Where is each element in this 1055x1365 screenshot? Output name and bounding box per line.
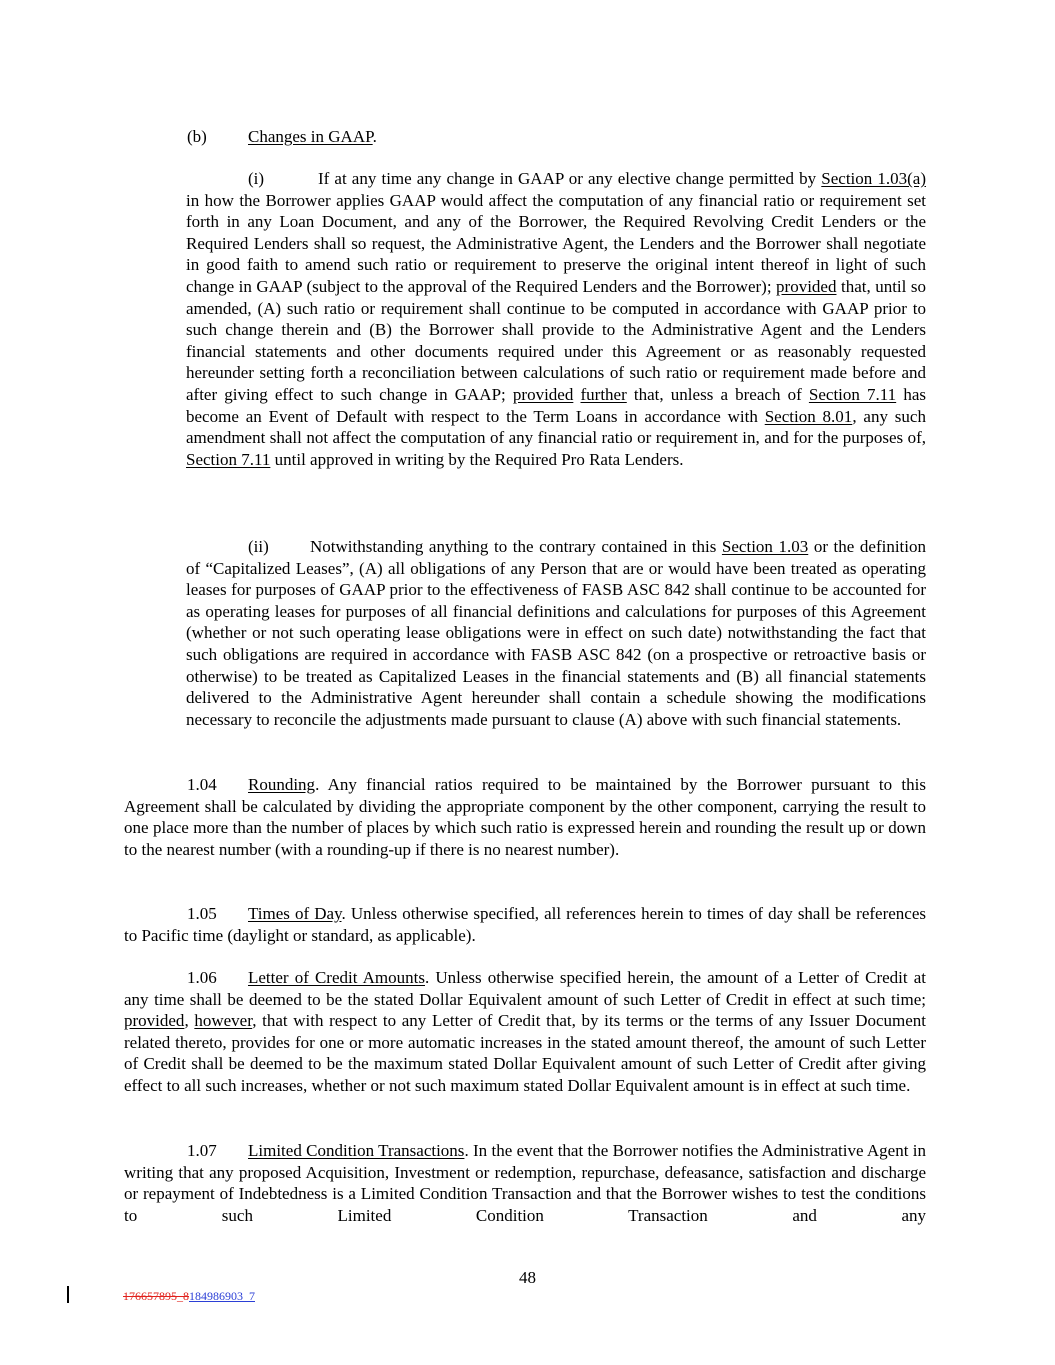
section-reference: Section 7.11 — [186, 449, 271, 469]
section-title: Letter of Credit Amounts — [248, 968, 425, 987]
provided-term: provided — [512, 384, 574, 404]
subsection-heading-b: (b) Changes in GAAP. — [187, 127, 377, 146]
clause-label: (i) — [248, 169, 265, 188]
provided-term: provided — [776, 276, 837, 296]
paragraph-ii: (ii) Notwithstanding anything to the contrary contained in this Section 1.03 or the definition of “Capitalized Leases”, (A) all obligations of any Person that are or would have been treated as operating leases for purposes of GAAP prior to the effectiveness of FASB ASC 842 shall continue to be accounted for as operating leases for purposes of all financial definitions and calculations for purposes of this Agreement (whether or not such operating lease obligations were in effect on such date) notwithstanding the fact that such obligations are required in accordance with FASB ASC 842 (on a prospective or retroactive basis or otherwise) to be treated as Capitalized Leases in the financial statements and (B) all financial statements delivered to the Administrative Agent hereunder shall contain a schedule showing the modifications necessary to reconcile the adjustments made pursuant to clause (A) above with such financial statements. — [186, 537, 927, 729]
document-id-deleted: 176657895_8 — [123, 1289, 189, 1303]
section-number: 1.07 — [187, 1141, 217, 1160]
section-number: 1.06 — [187, 968, 217, 987]
subsection-label: (b) — [187, 127, 207, 146]
section-number: 1.05 — [187, 904, 217, 923]
section-title: Limited Condition Transactions — [248, 1141, 465, 1160]
section-title: Times of Day — [248, 904, 342, 923]
further-term: further — [580, 384, 627, 404]
section-number: 1.04 — [187, 775, 217, 794]
section-1-07: 1.07 Limited Condition Transactions. In the event that the Borrower notifies the Administrative Agent in writing that any proposed Acquisition, Investment or redemption, repurchase, defeasance, satisfaction and discharge or repayment of Indebtedness is a Limited Condition Transaction and that the Borrower wishes to test the conditions to such Limited Condition Transaction and any — [124, 1141, 926, 1225]
page-number: 48 — [519, 1268, 536, 1287]
section-title: Rounding — [248, 775, 316, 794]
however-term: however — [194, 1011, 253, 1031]
section-1-05: 1.05 Times of Day. Unless otherwise specified, all references herein to times of day shall be references to Pacific time (daylight or standard, as applicable). — [124, 904, 926, 945]
section-1-04: 1.04 Rounding. Any financial ratios required to be maintained by the Borrower pursuant to this Agreement shall be calculated by dividing the appropriate component by the other component, carrying the result to one place more than the number of places by which such ratio is expressed herein and rounding the result up or down to the nearest number (with a rounding-up if there is no nearest number). — [124, 775, 926, 859]
section-reference: Section 8.01 — [764, 406, 853, 426]
change-bar — [67, 1286, 69, 1303]
clause-label: (ii) — [248, 537, 269, 556]
subsection-title: Changes in GAAP — [248, 127, 373, 146]
section-reference: Section 1.03 — [721, 537, 809, 556]
provided-term: provided — [124, 1011, 185, 1031]
section-1-06: 1.06 Letter of Credit Amounts. Unless otherwise specified herein, the amount of a Letter of Credit at any time shall be deemed to be the stated Dollar Equivalent amount of such Letter of Credit in effect at such time; provided, however, that with respect to any Letter of Credit that, by its terms or the terms of any Issuer Document related thereto, provides for one or more automatic increases in the stated amount thereof, the amount of such Letter of Credit shall be deemed to be the maximum stated Dollar Equivalent amount of such Letter of Credit after giving effect to all such increases, whether or not such maximum stated Dollar Equivalent amount is in effect at such time. — [124, 968, 927, 1095]
document-id-inserted: 184986903_7 — [189, 1289, 255, 1303]
document-id — [123, 1289, 255, 1303]
paragraph-i: (i) If at any time any change in GAAP or any elective change permitted by Section 1.03(a) in how the Borrower applies GAAP would affect the computation of any financial ratio or requirement set forth in any Loan Document, and any of the Borrower, the Required Revolving Credit Lenders or the Required Lenders shall so request, the Administrative Agent, the Lenders and the Borrower shall negotiate in good faith to amend such ratio or requirement to preserve the original intent thereof in light of such change in GAAP (subject to the approval of the Required Lenders and the Borrower); provided that, until so amended, (A) such ratio or requirement shall continue to be computed in accordance with GAAP prior to such change therein and (B) the Borrower shall provide to the Administrative Agent and the Lenders financial statements and other documents required under this Agreement or as reasonably requested hereunder setting forth a reconciliation between calculations of such ratio or requirement made before and after giving effect to such change in GAAP; provided further that, unless a breach of Section 7.11 has become an Event of Default with respect to the Term Loans in accordance with Section 8.01, any such amendment shall not affect the computation of any financial ratio or requirement in, and for the purposes of, Section 7.11 until approved in writing by the Required Pro Rata Lenders. — [186, 169, 926, 469]
section-reference: Section 1.03(a) — [821, 169, 926, 188]
section-reference: Section 7.11 — [808, 384, 897, 404]
